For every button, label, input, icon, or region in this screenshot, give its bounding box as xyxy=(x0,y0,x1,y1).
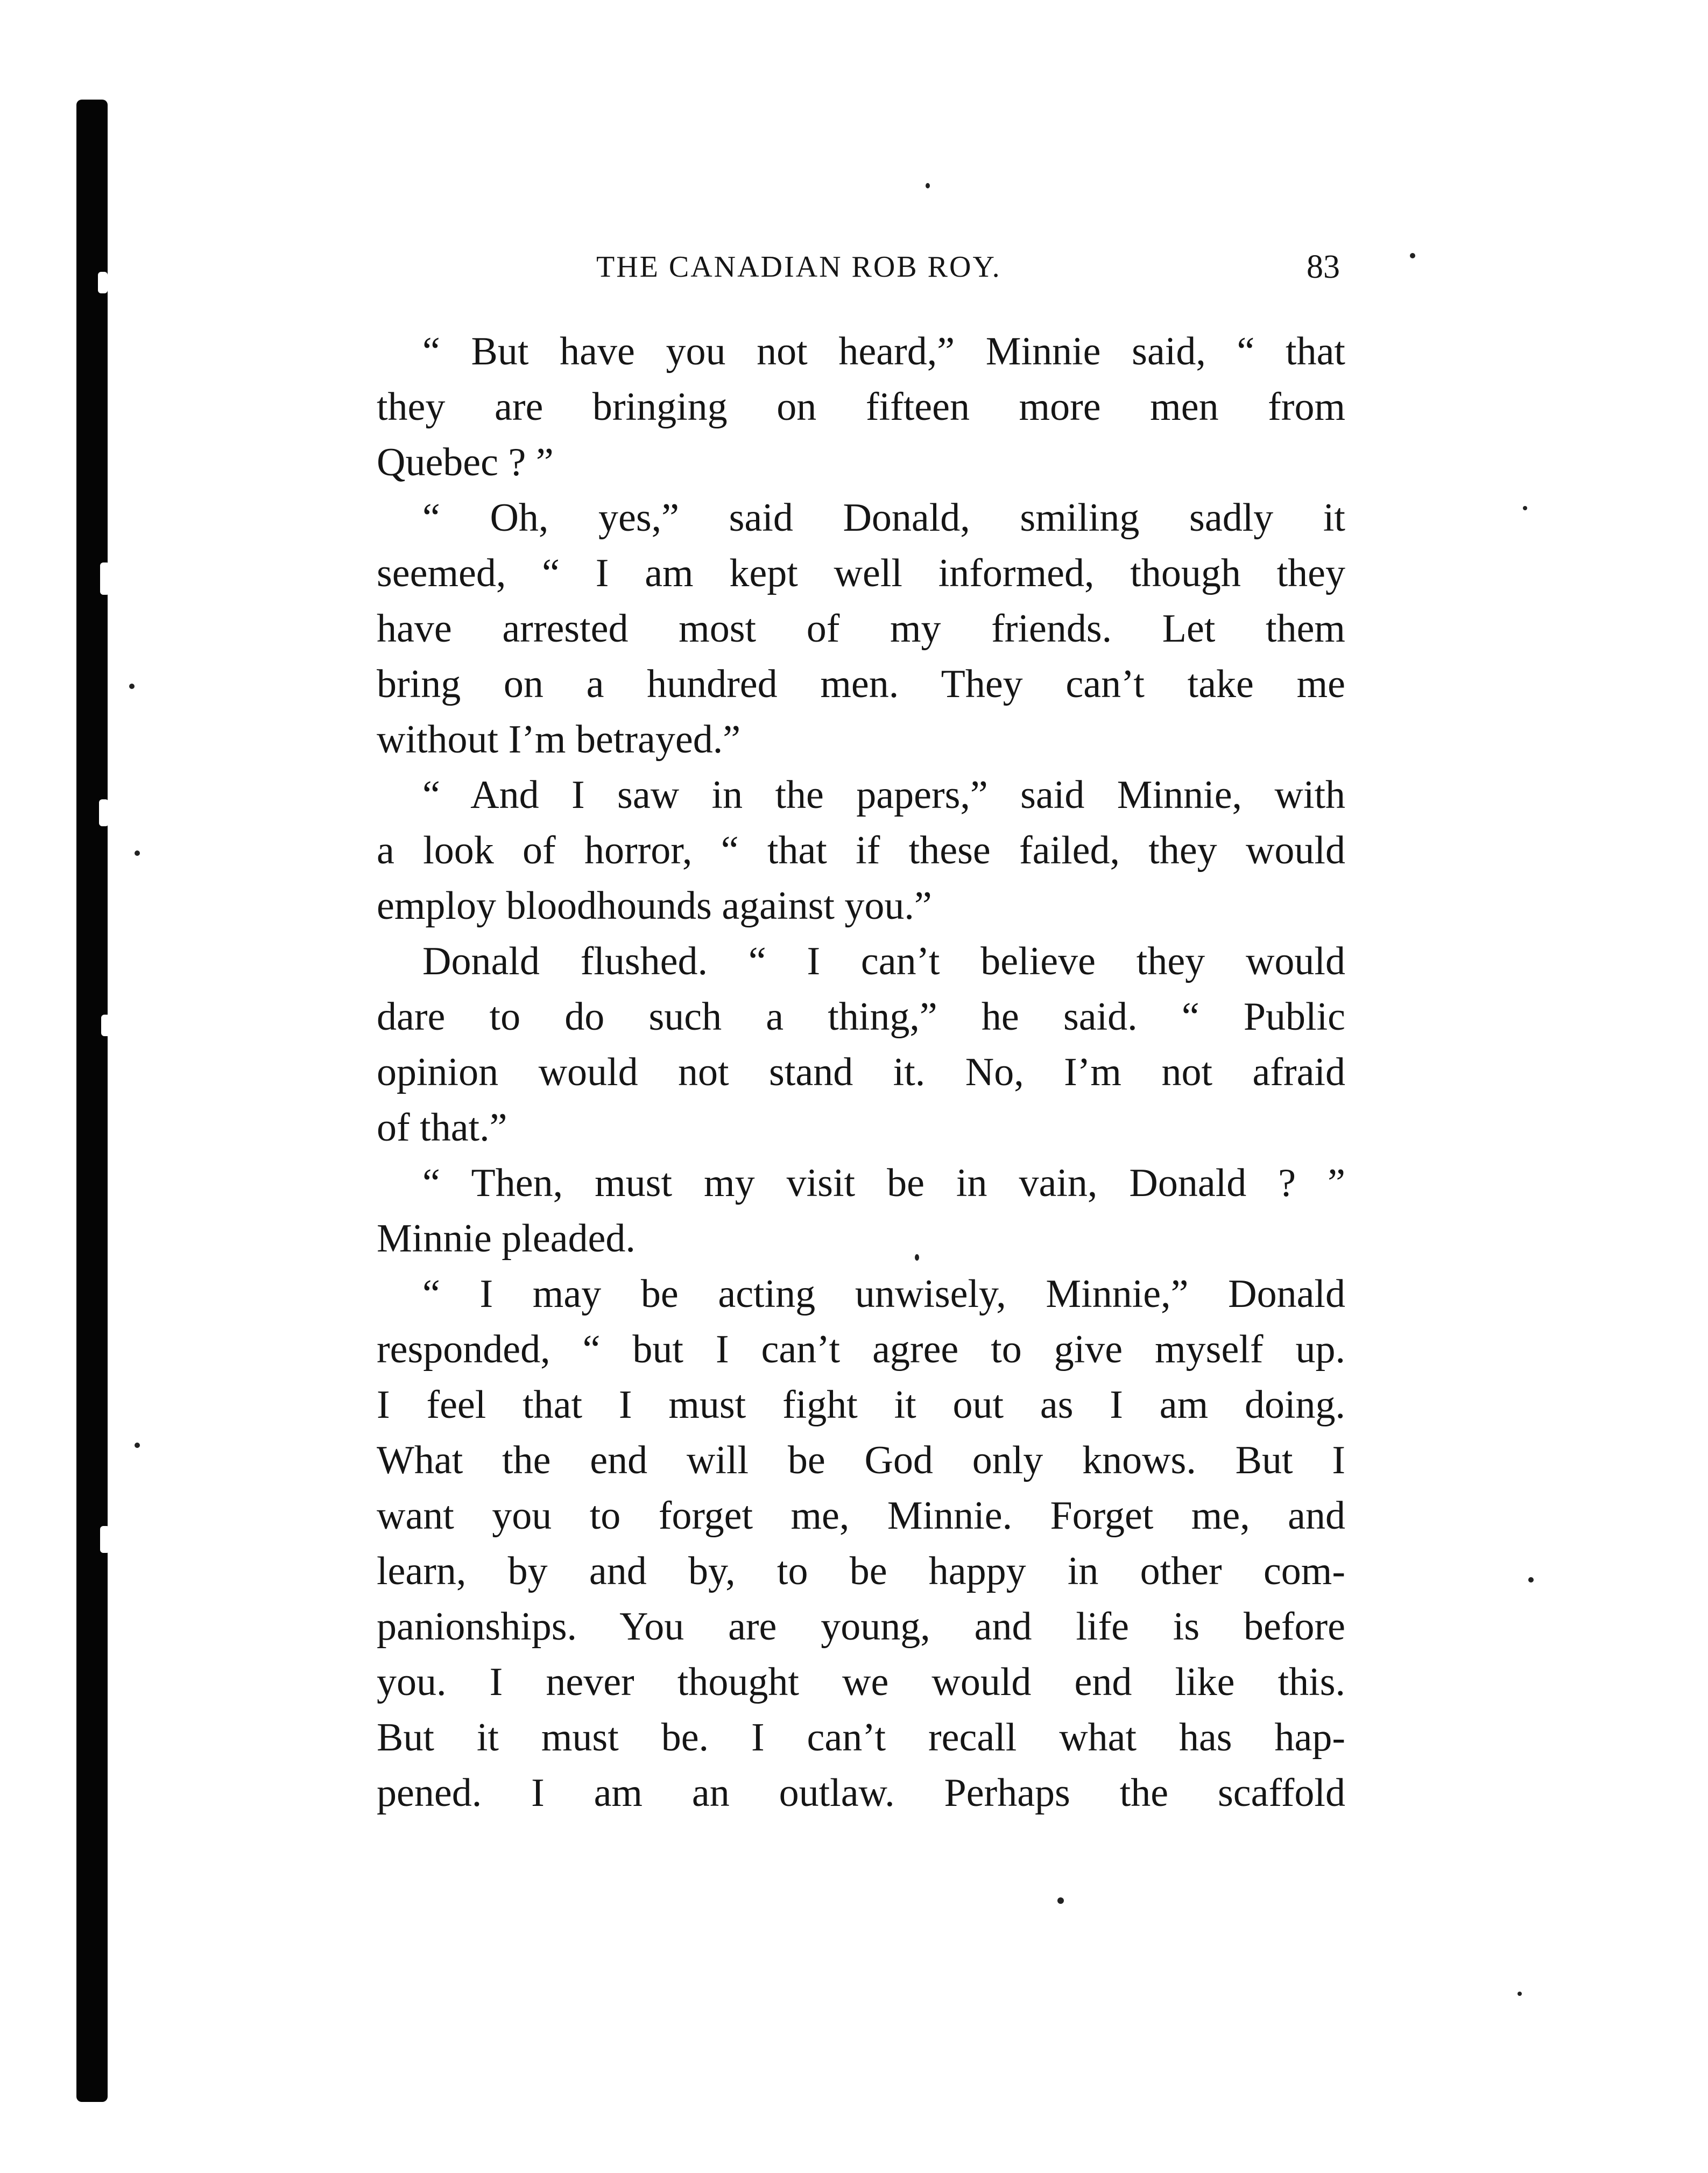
scan-speck xyxy=(926,183,930,188)
text-line: they are bringing on fifteen more men from xyxy=(377,385,1345,429)
body-text xyxy=(377,324,1345,1821)
edge-notch xyxy=(98,272,108,293)
text-line: panionships. You are young, and life is before xyxy=(377,1605,1345,1649)
scan-speck xyxy=(135,850,140,856)
text-line: responded, “ but I can’t agree to give myself up. xyxy=(377,1327,1345,1372)
page-header xyxy=(596,245,1340,289)
scan-speck xyxy=(129,684,135,689)
text-line: you. I never thought we would end like this. xyxy=(377,1660,1345,1704)
edge-notch xyxy=(100,1526,110,1553)
edge-notch xyxy=(101,1015,111,1036)
text-line: bring on a hundred men. They can’t take me xyxy=(377,662,1345,706)
text-line: Donald flushed. “ I can’t believe they would xyxy=(422,939,1345,983)
text-line: of that.” xyxy=(377,1106,507,1150)
text-line: pened. I am an outlaw. Perhaps the scaffold xyxy=(377,1771,1345,1815)
text-line: dare to do such a thing,” he said. “ Public xyxy=(377,995,1345,1039)
page-number: 83 xyxy=(1307,249,1340,285)
scan-speck xyxy=(135,1443,140,1448)
text-line: opinion would not stand it. No, I’m not afraid xyxy=(377,1050,1345,1094)
text-line: “ And I saw in the papers,” said Minnie, with xyxy=(422,773,1345,817)
text-line: have arrested most of my friends. Let them xyxy=(377,607,1345,651)
text-line: want you to forget me, Minnie. Forget me, and xyxy=(377,1494,1345,1538)
text-line: I feel that I must fight it out as I am doing. xyxy=(377,1383,1345,1427)
scan-speck xyxy=(1410,253,1415,258)
text-line: “ I may be acting unwisely, Minnie,” Donald xyxy=(422,1272,1345,1316)
scan-speck xyxy=(1523,506,1527,510)
scan-speck xyxy=(1528,1577,1534,1583)
text-line: What the end will be God only knows. But I xyxy=(377,1438,1345,1482)
text-line: Quebec ? ” xyxy=(377,440,554,484)
text-line: “ Then, must my visit be in vain, Donald ? ” xyxy=(422,1161,1345,1205)
text-line: “ But have you not heard,” Minnie said, “ that xyxy=(422,329,1345,374)
text-line: But it must be. I can’t recall what has hap- xyxy=(377,1715,1345,1760)
text-line: a look of horror, “ that if these failed, they would xyxy=(377,828,1345,873)
edge-notch xyxy=(99,799,109,826)
scanned-page-edge xyxy=(76,100,108,2102)
text-line: without I’m betrayed.” xyxy=(377,718,741,762)
text-line: seemed, “ I am kept well informed, though they xyxy=(377,551,1345,595)
text-line: “ Oh, yes,” said Donald, smiling sadly it xyxy=(422,496,1345,540)
text-line: employ bloodhounds against you.” xyxy=(377,884,932,928)
running-title: THE CANADIAN ROB ROY. xyxy=(596,250,1001,284)
scan-speck xyxy=(1518,1992,1522,1996)
text-line: Minnie pleaded. xyxy=(377,1216,636,1261)
scan-speck xyxy=(1057,1897,1064,1904)
text-line: learn, by and by, to be happy in other com- xyxy=(377,1549,1345,1593)
edge-notch xyxy=(100,562,110,595)
